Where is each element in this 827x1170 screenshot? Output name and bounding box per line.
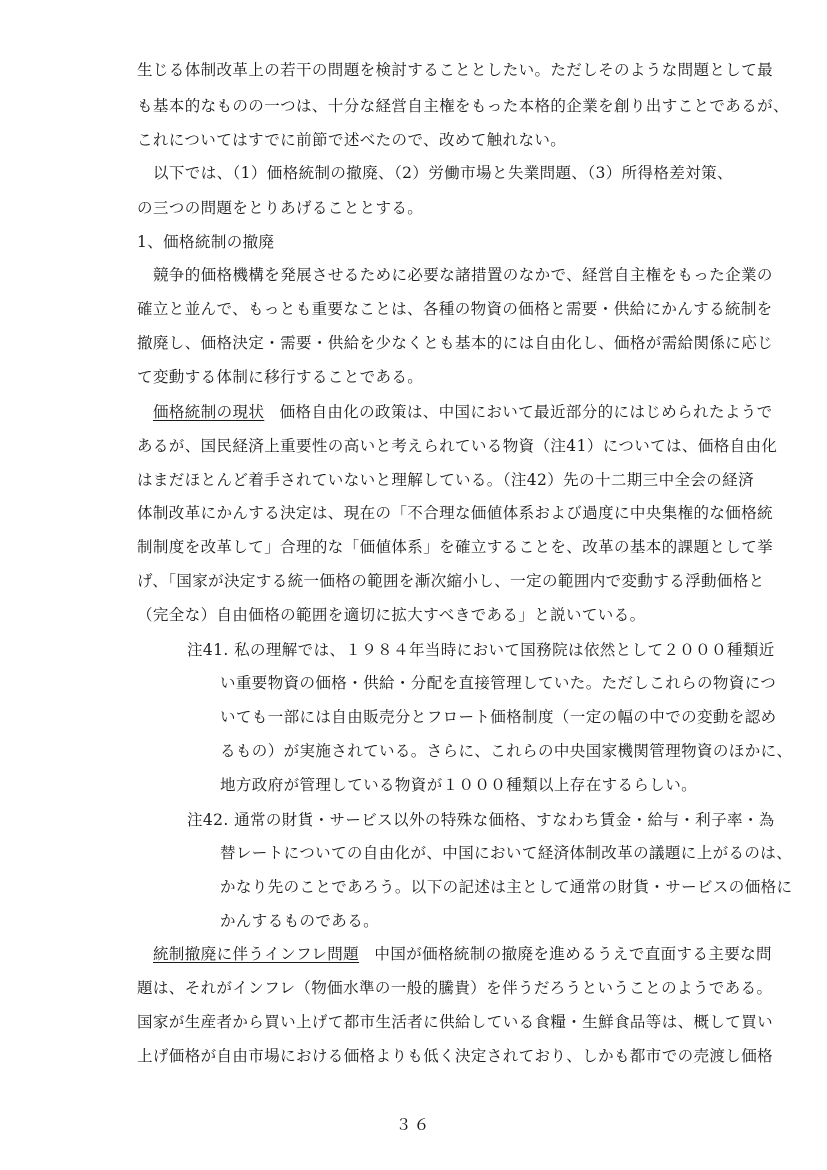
body-text-line: はまだほとんど着手されていないと理解している。（注42）先の十二期三中全会の経済: [137, 471, 754, 489]
body-text-span: 価格自由化の政策は、中国において最近部分的にはじめられたようで: [279, 403, 773, 421]
body-text-line: 上げ価格が自由市場における価格よりも低く決定されており、しかも都市での売渡し価格: [137, 1047, 774, 1065]
footnote-line: 注42. 通常の財貨・サービス以外の特殊な価格、すなわち賃金・給与・利子率・為: [187, 811, 775, 829]
body-text-line: 体制改革にかんする決定は、現在の「不合理な価値体系および過度に中央集権的な価格統: [137, 504, 774, 522]
body-text-line: げ、「国家が決定する統一価格の範囲を漸次縮小し、一定の範囲内で変動する浮動価格と: [137, 572, 765, 590]
body-text-line: 制制度を改革して」合理的な「価値体系」を確立することを、改革の基本的課題として挙: [137, 538, 774, 556]
footnote-line: かんするものである。: [220, 912, 380, 930]
body-text-line: 国家が生産者から買い上げて都市生活者に供給している食糧・生鮮食品等は、概して買い: [137, 1013, 774, 1031]
subsection-heading: 価格統制の現状: [153, 403, 265, 421]
body-text-line: も基本的なものの一つは、十分な経営自主権をもった本格的企業を創り出すことであるが、: [137, 97, 789, 115]
body-text-line: （完全な）自由価格の範囲を適切に拡大すべきである」と説いている。: [137, 606, 646, 624]
footnote-line: 替レートについての自由化が、中国において経済体制改革の議題に上がるのは、: [220, 844, 793, 862]
body-text-line: 生じる体制改革上の若干の問題を検討することとしたい。ただしそのような問題として最: [137, 61, 774, 79]
body-text-line: 撤廃し、価格決定・需要・供給を少なくとも基本的には自由化し、価格が需給関係に応じ: [137, 334, 774, 352]
body-text-line: の三つの問題をとりあげることとする。: [137, 199, 424, 217]
footnote-line: 地方政府が管理している物資が１０００種類以上存在するらしい。: [220, 776, 698, 794]
body-text-span: 中国が価格統制の撤廃を進めるうえで直面する主要な問: [374, 945, 772, 963]
body-text-line: あるが、国民経済上重要性の高いと考えられている物資（注41）については、価格自由化: [137, 437, 778, 455]
body-text-line: [153, 402, 773, 422]
footnote-line: 注41. 私の理解では、１９８４年当時において国務院は依然として２０００種類近: [187, 641, 775, 659]
body-text-line: [153, 944, 772, 964]
subsection-heading: 統制撤廃に伴うインフレ問題: [153, 945, 360, 963]
body-text-line: 題は、それがインフレ（物価水準の一般的騰貴）を伴うだろうということのようである。: [137, 979, 773, 997]
body-text-line: これについてはすでに前節で述べたので、改めて触れない。: [137, 131, 567, 149]
footnote-line: かなり先のことであろう。以下の記述は主として通常の財貨・サービスの価格に: [220, 878, 793, 896]
footnote-line: い重要物資の価格・供給・分配を直接管理していた。ただしこれらの物資につ: [220, 674, 777, 692]
footnote-line: るもの）が実施されている。さらに、これらの中央国家機関管理物資のほかに、: [220, 742, 793, 760]
footnote-line: いても一部には自由販売分とフロート価格制度（一定の幅の中での変動を認め: [220, 708, 777, 726]
section-heading: 1、価格統制の撤廃: [137, 233, 275, 251]
body-text-line: 以下では、（1）価格統制の撤廃、（2）労働市場と失業問題、（3）所得格差対策、: [153, 164, 733, 182]
page-number: ３６: [395, 1115, 432, 1134]
body-text-line: て変動する体制に移行することである。: [137, 368, 424, 386]
body-text-line: 確立と並んで、もっとも重要なことは、各種の物資の価格と需要・供給にかんする統制を: [137, 300, 773, 318]
body-text-line: 競争的価格機構を発展させるために必要な諸措置のなかで、経営自主権をもった企業の: [153, 266, 773, 284]
